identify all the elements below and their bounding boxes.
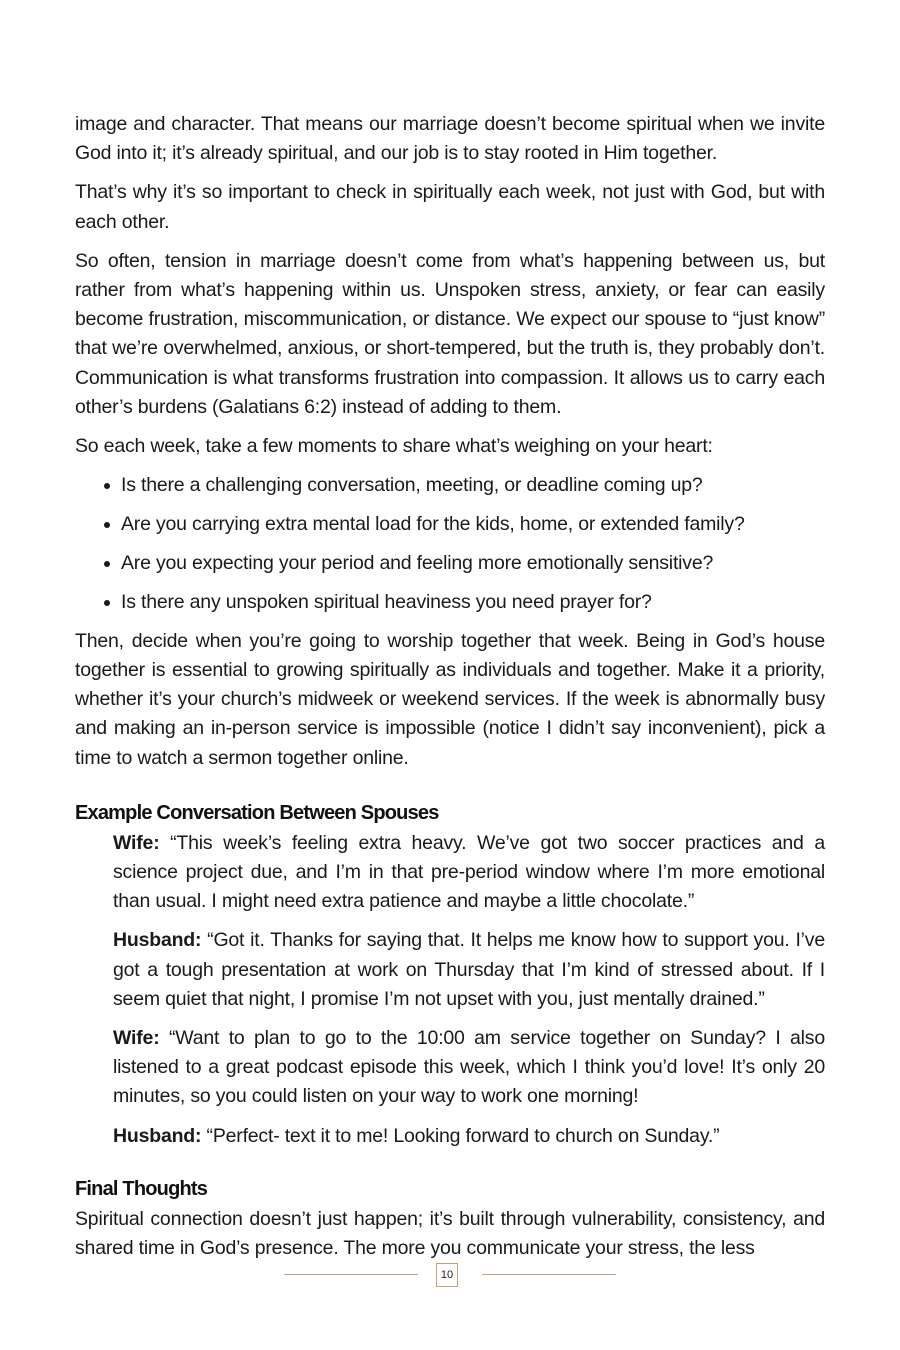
speaker-label: Wife: bbox=[113, 1027, 160, 1050]
page-content bbox=[75, 110, 825, 1273]
paragraph-image-and-character: image and character. That means our marriage doesn’t become spiritual when we invite God into it; it’s already spiritual, and our job is to stay rooted in Him together. bbox=[75, 113, 825, 165]
paragraph-final-thoughts: Spiritual connection doesn’t just happen; it’s built through vulnerability, consistency, and shared time in God’s presence. The more you communicate your stress, the less bbox=[75, 1207, 825, 1260]
list-item: Is there a challenging conversation, meeting, or deadline coming up? bbox=[121, 471, 825, 500]
dialogue-line bbox=[113, 926, 825, 1014]
dialogue-line bbox=[113, 1122, 825, 1151]
paragraph-share-intro: So each week, take a few moments to share what’s weighing on your heart: bbox=[75, 435, 713, 458]
speaker-label: Husband: bbox=[113, 929, 202, 952]
section-heading-final-thoughts: Final Thoughts bbox=[75, 1177, 208, 1200]
footer-rule-left bbox=[284, 1274, 418, 1275]
list-item: Are you carrying extra mental load for the kids, home, or extended family? bbox=[121, 510, 825, 539]
list-item: Is there any unspoken spiritual heaviness you need prayer for? bbox=[121, 588, 825, 617]
dialogue-line bbox=[113, 829, 825, 917]
example-conversation bbox=[75, 829, 825, 1151]
section-heading-example: Example Conversation Between Spouses bbox=[75, 801, 439, 824]
page-footer bbox=[0, 1262, 900, 1290]
page-number: 10 bbox=[436, 1263, 458, 1287]
dialogue-text: “Perfect- text it to me! Looking forward to church on Sunday.” bbox=[201, 1124, 720, 1147]
dialogue-text: “Got it. Thanks for saying that. It helps me know how to support you. I’ve got a tough presentation at work on Thursday that I’m kind of stressed about. If I seem quiet that night, I promise I’m not upset with you, just mentally drained.” bbox=[113, 929, 825, 1010]
speaker-label: Wife: bbox=[113, 831, 160, 854]
speaker-label: Husband: bbox=[113, 1124, 202, 1147]
footer-rule-right bbox=[482, 1274, 616, 1275]
paragraph-check-in: That’s why it’s so important to check in spiritually each week, not just with God, but with each other. bbox=[75, 181, 825, 233]
dialogue-line bbox=[113, 1024, 825, 1112]
paragraph-worship: Then, decide when you’re going to worship together that week. Being in God’s house together is essential to growing spiritually as individuals and together. Make it a priority, whether it’s your church’s midweek or weekend services. If the week is abnormally busy and making an in-person service is impossible (notice I didn’t say inconvenient), pick a time to watch a sermon together online. bbox=[75, 629, 825, 769]
paragraph-tension: So often, tension in marriage doesn’t come from what’s happening between us, but rather from what’s happening within us. Unspoken stress, anxiety, or fear can easily become frustration, miscommunication, or distance. We expect our spouse to “just know” that we’re overwhelmed, anxious, or short-tempered, but the truth is, they probably don’t. Communication is what transforms frustration into compassion. It allows us to carry each other’s burdens (Galatians 6:2) instead of adding to them. bbox=[75, 249, 825, 418]
dialogue-text: “Want to plan to go to the 10:00 am service together on Sunday? I also listened to a great podcast episode this week, which I think you’d love! It’s only 20 minutes, so you could listen on your way to work one morning! bbox=[113, 1027, 825, 1108]
list-item: Are you expecting your period and feeling more emotionally sensitive? bbox=[121, 549, 825, 578]
dialogue-text: “This week’s feeling extra heavy. We’ve got two soccer practices and a science project due, and I’m in that pre-period window where I’m more emotional than usual. I might need extra patience and maybe a little chocolate.” bbox=[113, 831, 825, 913]
question-list bbox=[75, 471, 825, 617]
